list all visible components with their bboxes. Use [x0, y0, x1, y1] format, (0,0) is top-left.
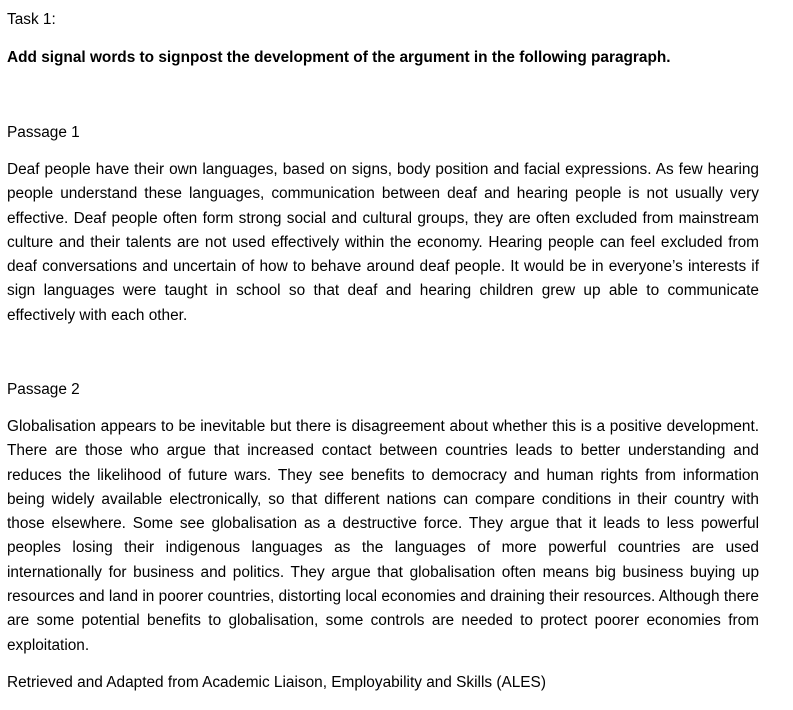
passage-1-text: Deaf people have their own languages, based on signs, body position and facial expressions. As few hearing people understand these languages, communication between deaf and hearing people is not usually very effective. Deaf people often form strong social and cultural groups, they are often excluded from mainstream culture and their talents are not used effectively within the economy. Hearing people can feel excluded from deaf conversations and uncertain of how to behave around deaf people. It would be in everyone’s interests if sign languages were taught in school so that deaf and hearing children grew up able to communicate effectively with each other.	[7, 161, 759, 324]
task-instruction: Add signal words to signpost the development of the argument in the following paragraph.	[7, 49, 671, 66]
passage-2-heading: Passage 2	[7, 381, 80, 398]
passage-2-text: Globalisation appears to be inevitable but there is disagreement about whether this is a positive development. There are those who argue that increased contact between countries leads to better understanding and reduces the likelihood of future wars. They see benefits to democracy and human rights from information being widely available electronically, so that different nations can compare conditions in their country with those elsewhere. Some see globalisation as a destructive force. They argue that it leads to less powerful peoples losing their indigenous languages as the languages of more powerful countries are used internationally for business and politics. They argue that globalisation often means big business buying up resources and land in poorer countries, distorting local economies and draining their resources. Although there are some potential benefits to globalisation, some controls are needed to protect poorer economies from exploitation.	[7, 418, 759, 654]
source-citation: Retrieved and Adapted from Academic Liaison, Employability and Skills (ALES)	[7, 674, 546, 691]
passage-1-heading: Passage 1	[7, 124, 80, 141]
task-label: Task 1:	[7, 11, 56, 28]
